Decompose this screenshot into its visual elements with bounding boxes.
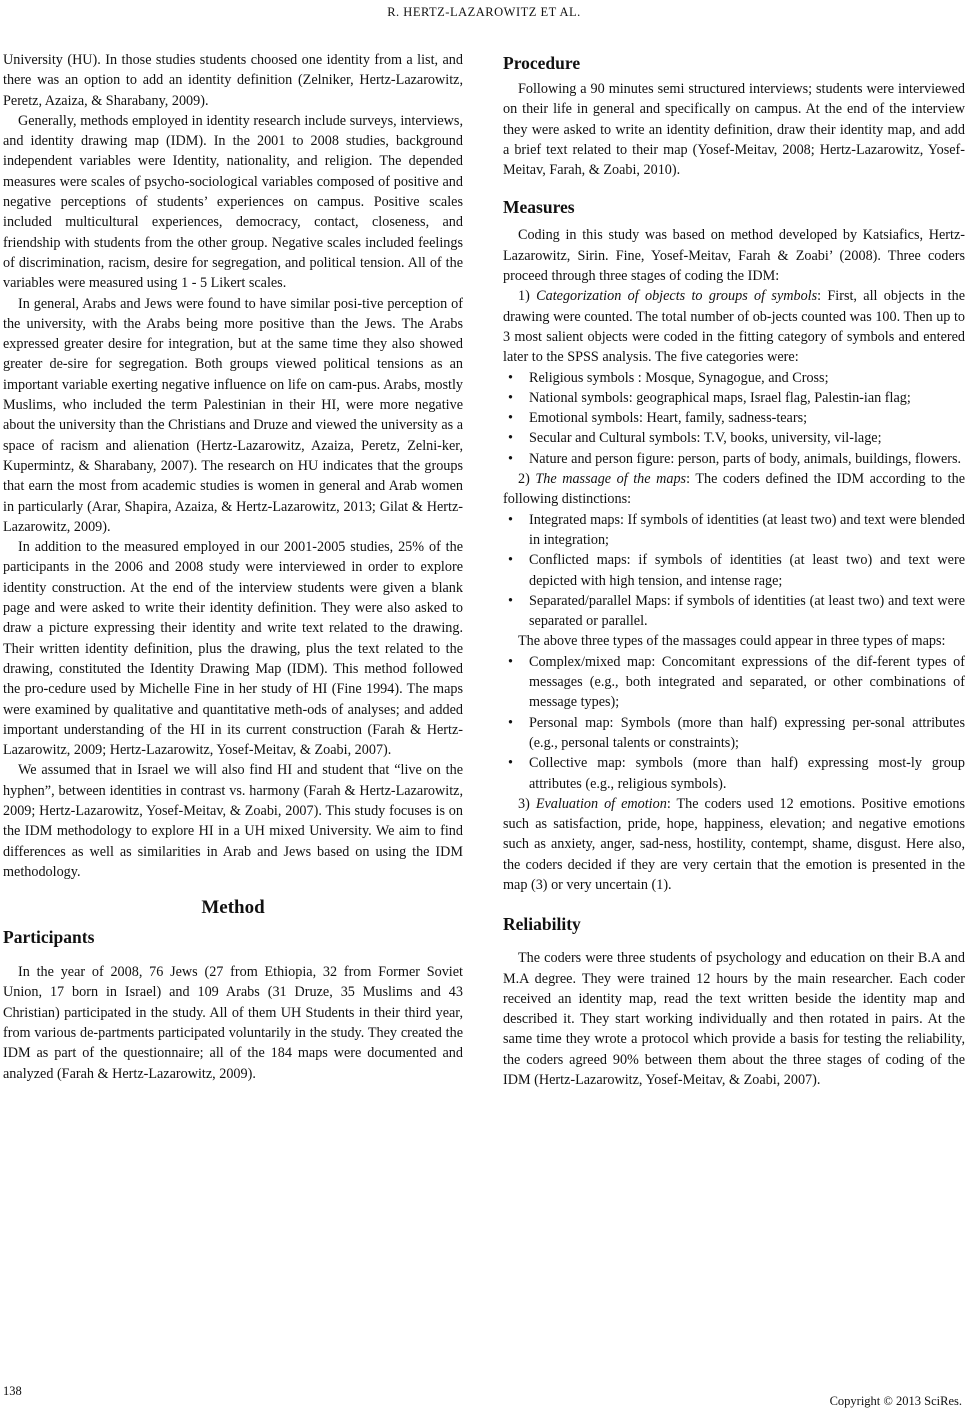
copyright-notice: Copyright © 2013 SciRes. xyxy=(829,1394,962,1408)
list-item: • Secular and Cultural symbols: T.V, books, university, vil-lage; xyxy=(503,428,965,448)
bullet-icon: • xyxy=(508,430,513,447)
list-item: • Emotional symbols: Heart, family, sadness-tears; xyxy=(503,408,965,428)
paragraph: Coding in this study was based on method developed by Katsiafics, Hertz-Lazarowitz, Sirin. Fine, Yosef-Meitav, Farah & Zoabi’ (2008). Three coders proceed through three stages of coding the IDM: xyxy=(503,227,965,285)
stage-title: The massage of the maps xyxy=(535,471,687,488)
list-item: • Religious symbols : Mosque, Synagogue, and Cross; xyxy=(503,368,965,388)
list-item: • Conflicted maps: if symbols of identities (at least two) and text were depicted with high tension, and intense rage; xyxy=(508,552,965,589)
list-item: • Integrated maps: If symbols of identities (at least two) and text were blended in integration; xyxy=(508,511,965,548)
bullet-icon: • xyxy=(508,410,513,427)
stage-title: Evaluation of emotion xyxy=(535,795,667,812)
bullet-icon: • xyxy=(508,653,513,670)
paragraph: In general, Arabs and Jews were found to have similar posi-tive perception of the university, with the Arabs being more positive than the Jews. The Arabs expressed greater desire for integration, but at the same time they also showed greater de-sire for segregation. Both groups viewed political tensions as an important variable exerting negative influence on life on cam-pus. Arabs, mostly Muslims, who included the term Palestinian in their HI, were more negative about the university than the Christians and Druze and viewed the university as a space of racism and alienation (Hertz-Lazarowitz, Azaiza, Peretz, Zelni-ker, Kupermintz, & Sharabany, 2007). The research on HU indicates that the groups that earn the most from academic studies is women in general and Arab women in particularly (Arar, Shapira, Azaiza, & Hertz-Lazarowitz, 2013; Gilat & Hertz-Lazarowitz, 2009). xyxy=(3,295,463,535)
paragraph: The above three types of the massages could appear in three types of maps: xyxy=(518,633,946,650)
stage-text: : First, all objects in the drawing were counted. The total number of ob-jects counted was 100. Then up to 3 most salient objects were coded in the fitting category of symbols and entered later to the SPSS analysis. The five categories were: xyxy=(503,288,966,366)
running-head: R. HERTZ-LAZAROWITZ ET AL. xyxy=(387,5,581,19)
category-list xyxy=(503,368,965,469)
paragraph: We assumed that in Israel we will also find HI and student that “live on the hyphen”, between identities in contrast vs. harmony (Farah & Hertz-Lazarowitz, 2009; Hertz-Lazarowitz, Yosef-Meitav, & Zoabi, 2007). This study focuses is on the IDM methodology to explore HI in a UH mixed University. We aim to find differences as well as similarities in Arab and Jews based on using the IDM methodology. xyxy=(3,762,463,880)
list-item: • Complex/mixed map: Concomitant expressions of the dif-ferent types of messages (e.g., both integrated and separated, or other combinations of message types); xyxy=(508,653,965,711)
bullet-icon: • xyxy=(508,552,513,569)
list-item: • Separated/parallel Maps: if symbols of identities (at least two) and text were separated or parallel. xyxy=(508,592,965,630)
section-heading-participants: Participants xyxy=(3,927,95,948)
list-item: • Nature and person figure: person, parts of body, animals, buildings, flowers. xyxy=(503,449,965,469)
bullet-icon: • xyxy=(508,714,513,731)
bullet-icon: • xyxy=(508,755,513,772)
right-column xyxy=(503,50,965,1090)
list-item: • National symbols: geographical maps, Israel flag, Palestin-ian flag; xyxy=(503,388,965,408)
stage-text: : The coders defined the IDM according to the following distinctions: xyxy=(503,471,966,508)
stage-number: 3) xyxy=(518,795,530,812)
section-heading-procedure: Procedure xyxy=(503,53,581,73)
stage-number: 1) xyxy=(518,288,530,305)
paragraph: In addition to the measured employed in our 2001-2005 studies, 25% of the participants in the 2006 and 2008 study were interviewed in order to explore identity construction. At the end of the interview students were given a blank page and were asked to write their identity definition. They were also asked to draw a picture expressing their identity and write text related to the drawing. Their written identity definition, plus the drawing, plus the text related to the drawing, constituted the Identity Drawing Map (IDM). This method followed the pro-cedure used by Michelle Fine in her study of HI (Fine 1994). The maps were examined by qualitative and quantitative meth-ods of analyses; and added important understanding of the HI in its current construction (Farah & Hertz-Lazarowitz, 2009; Hertz-Lazarowitz, Yosef-Meitav, & Zoabi, 2007). xyxy=(3,539,463,759)
paragraph: In the year of 2008, 76 Jews (27 from Ethiopia, 32 from Former Soviet Union, 17 born in Israel) and 109 Arabs (31 Druze, 35 Muslims and 43 Christian) participated in the study. All of them UH Students in their third year, from various de-partments participated voluntarily in the study. They created the IDM as part of the questionnaire; all of the 184 maps were documented and analyzed (Farah & Hertz-Lazarowitz, 2009). xyxy=(3,964,463,1082)
section-heading-method: Method xyxy=(201,897,265,919)
stage-number: 2) xyxy=(518,471,530,488)
distinction-list xyxy=(503,510,965,632)
paragraph-stage-1 xyxy=(503,286,965,367)
paragraph: The coders were three students of psychology and education on their B.A and M.A degree. They were trained 12 hours by the main researcher. Each coder received an identity map, read the text written beside the identity map and described it. They start working individually and then rotated in pairs. At the same time they wrote a protocol which provide a basis for testing the reliability, the coders agreed 90% between them about the three stages of coding of the IDM (Hertz-Lazarowitz, Yosef-Meitav, & Zoabi, 2007). xyxy=(503,950,965,1089)
list-item: • Personal map: Symbols (more than half) expressing per-sonal attributes (e.g., personal talents or constraints); xyxy=(508,714,965,751)
stage-text: : The coders used 12 emotions. Positive emotions such as satisfaction, pride, hope, happiness, elevation; and negative emotions such as anxiety, anger, sad-ness, hostility, contempt, shame, disgust. Here also, the coders decided if they are very certain that the emotion is presented in the map (3) or very uncertain (1). xyxy=(503,795,965,893)
bullet-icon: • xyxy=(508,450,513,467)
bullet-icon: • xyxy=(508,592,513,609)
left-column xyxy=(3,50,463,1084)
map-type-list xyxy=(503,652,965,794)
paragraph-stage-2 xyxy=(503,469,965,510)
bullet-icon: • xyxy=(508,389,513,406)
section-heading-reliability: Reliability xyxy=(503,914,581,935)
paragraph-stage-3 xyxy=(503,794,965,895)
stage-title: Categorization of objects to groups of symbols xyxy=(536,288,818,305)
bullet-icon: • xyxy=(508,511,513,528)
list-item: • Collective map: symbols (more than half) expressing most-ly group attributes (e.g., religious symbols). xyxy=(508,755,965,792)
paragraph: University (HU). In those studies students choosed one identity from a list, and there was an option to add an identity definition (Zelniker, Hertz-Lazarowitz, Peretz, Azaiza, & Sharabany, 2009). xyxy=(3,52,463,109)
bullet-icon: • xyxy=(508,369,513,386)
section-heading-measures: Measures xyxy=(503,197,575,218)
paragraph: Following a 90 minutes semi structured interviews; students were interviewed on their life in general and specifically on campus. At the end of the interview they were asked to write an identity definition, draw their identity map, and add a brief text related to their map (Yosef-Meitav, 2008; Hertz-Lazarowitz, Yosef-Meitav, Farah, & Zoabi, 2010). xyxy=(503,81,965,179)
page-number: 138 xyxy=(3,1384,22,1398)
paragraph: Generally, methods employed in identity research include surveys, interviews, and identity drawing map (IDM). In the 2001 to 2008 studies, background independent variables were Identity, nationality, and religion. The depended measures were scales of psycho-sociological variables composed of positive and negative perceptions of students’ experiences on campus. Positive scales included multicultural experiences, democracy, contact, closeness, and friendship with students from the other group. Negative scales included feelings of discrimination, racism, desire for segregation, and political tension. All of the variables were measured using 1 - 5 Likert scales. xyxy=(3,112,463,292)
